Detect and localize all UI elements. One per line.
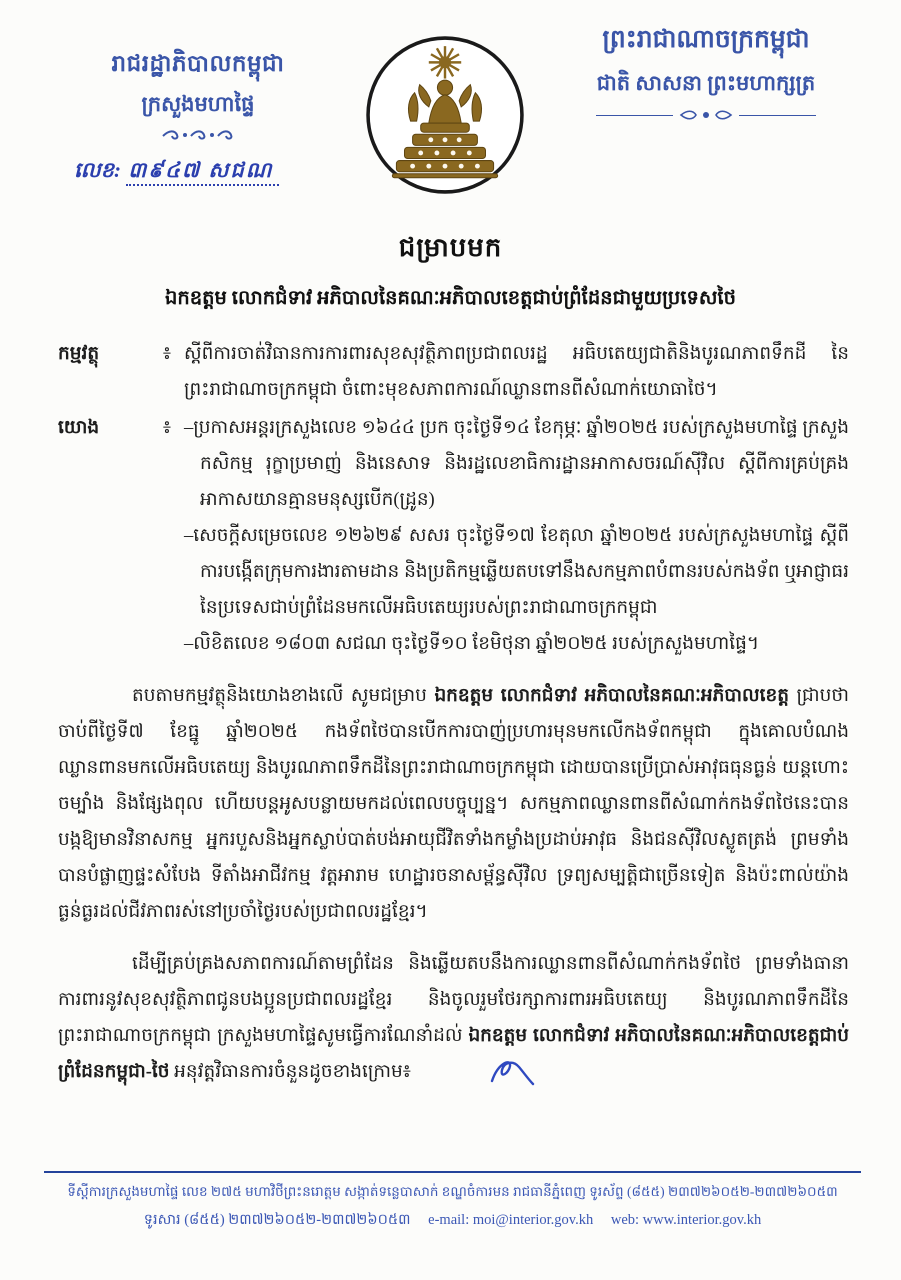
body-paragraph-2 bbox=[58, 946, 849, 1100]
references-list bbox=[184, 410, 849, 662]
subject-row bbox=[58, 336, 849, 408]
reference-text: សេចក្តីសម្រេចលេខ ១២៦២៩ សសរ ចុះថ្ងៃទី១៧ ខែតុលា ឆ្នាំ២០២៥ របស់ក្រសួងមហាផ្ទៃ ស្តីពីការបង្កើតក្រុមការងារតាមដាន និងប្រតិកម្មឆ្លើយតបទៅនឹងសកម្មភាពបំពានរបស់កងទ័ព ឬអាជ្ញាធរនៃប្រទេសជាប់ព្រំដែនមកលើអធិបតេយ្យរបស់ព្រះរាជាណាចក្រកម្ពុជា bbox=[193, 526, 849, 618]
kingdom-line: ព្រះរាជាណាចក្រកម្ពុជា bbox=[602, 26, 810, 53]
royal-government-line: រាជរដ្ឋាភិបាលកម្ពុជា bbox=[111, 51, 285, 76]
document-number bbox=[48, 157, 348, 188]
letterhead bbox=[0, 0, 901, 201]
reference-text: ប្រកាសអន្តរក្រសួងលេខ ១៦៤៤ ប្រក ចុះថ្ងៃទី១៤ ខែកុម្ភៈ ឆ្នាំ២០២៥ របស់ក្រសួងមហាផ្ទៃ ក្រសួងកសិកម្ម រុក្ខាប្រមាញ់ និងនេសាទ និងរដ្ឋលេខាធិការដ្ឋានអាកាសចរណ៍ស៊ីវិល ស្តីពីការគ្រប់គ្រងអាកាសយានគ្មានមនុស្សបើក(ដ្រូន) bbox=[193, 418, 849, 510]
reference-item bbox=[184, 410, 849, 518]
blue-ink-paraph-icon bbox=[415, 1057, 535, 1100]
recipient-line: ឯកឧត្តម លោកជំទាវ អភិបាលនៃគណៈអភិបាលខេត្តជាប់ព្រំដែនជាមួយប្រទេសថៃ bbox=[165, 288, 736, 309]
reference-item bbox=[184, 518, 849, 626]
addressee-emphasis: ឯកឧត្តម លោកជំទាវ អភិបាលនៃគណៈអភិបាលខេត្តជាប់ព្រំដែនកម្ពុជា-ថៃ bbox=[58, 1026, 850, 1082]
footer-fax: ទូរសារ (៨៥៥) ២៣៧២៦០៥២-២៣៧២៦០៥៣ bbox=[143, 1212, 411, 1228]
scroll-flourish-icon bbox=[48, 128, 348, 147]
letter-body bbox=[0, 314, 901, 1100]
paragraph-text: អនុវត្តវិធានការចំនួនដូចខាងក្រោម៖ bbox=[169, 1062, 411, 1082]
letterhead-footer bbox=[44, 1171, 861, 1232]
addressee-emphasis: ឯកឧត្តម លោកជំទាវ អភិបាលនៃគណៈអភិបាលខេត្ត bbox=[434, 686, 789, 706]
footer-contact-line bbox=[44, 1211, 861, 1232]
motto-line: ជាតិ សាសនា ព្រះមហាក្សត្រ bbox=[596, 71, 816, 95]
dash-bullet: – bbox=[184, 526, 194, 546]
document-title: ជម្រាបមក bbox=[398, 233, 503, 262]
body-paragraph-1 bbox=[58, 678, 849, 930]
paragraph-text: ដើម្បីគ្រប់គ្រងសភាពការណ៍តាមព្រំដែន និងឆ្លើយតបនឹងការឈ្លានពានពីសំណាក់កងទ័ពថៃ ព្រមទាំងធានាការពារនូវសុខសុវត្ថិភាពជូនបងប្អូនប្រជាពលរដ្ឋខ្មែរ និងចូលរួមថែរក្សាការពារអធិបតេយ្យ និងបូរណភាពទឹកដីនៃព្រះរាជាណាចក្រកម្ពុជា ក្រសួងមហាផ្ទៃសូមធ្វើការណែនាំដល់ bbox=[58, 954, 849, 1046]
royal-seal-emblem-icon bbox=[364, 34, 526, 201]
paragraph-text: តបតាមកម្មវត្ថុនិងយោងខាងលើ សូមជម្រាប bbox=[132, 686, 435, 706]
footer-address-line: ទីស្តីការក្រសួងមហាផ្ទៃ លេខ ២៧៥ មហាវិថីព្រះនរោត្តម សង្កាត់ទន្លេបាសាក់ ខណ្ឌចំការមន រាជធានីភ្នំពេញ ទូរស័ព្ទ (៨៥៥) ២៣៧២៦០៥២-២៣៧២៦០៥៣ bbox=[67, 1184, 838, 1199]
references-row bbox=[58, 410, 849, 662]
reference-item bbox=[184, 626, 849, 662]
reference-text: លិខិតលេខ ១៨០៣ សជណ ចុះថ្ងៃទី១០ ខែមិថុនា ឆ្នាំ២០២៥ របស់ក្រសួងមហាផ្ទៃ។ bbox=[193, 634, 760, 654]
dash-bullet: – bbox=[184, 418, 194, 438]
subject-label: កម្មវត្ថុ bbox=[58, 344, 100, 364]
letterhead-left bbox=[48, 22, 348, 188]
footer-email-label: e-mail: bbox=[428, 1212, 470, 1228]
scroll-divider-icon bbox=[596, 109, 816, 121]
handwritten-number: ៣៩៤៧ សជណ bbox=[126, 158, 279, 186]
subject-colon: ៖ bbox=[162, 344, 172, 364]
number-label: លេខ: bbox=[74, 158, 121, 182]
ministry-name-line: ក្រសួងមហាផ្ទៃ bbox=[141, 92, 255, 116]
dash-bullet: – bbox=[184, 634, 194, 654]
paragraph-text: ជ្រាបថា ចាប់ពីថ្ងៃទី៧ ខែធ្នូ ឆ្នាំ២០២៥ កងទ័ពថៃបានបើកការបាញ់ប្រហារមុនមកលើកងទ័ពកម្ពុជា ក្នុងគោលបំណងឈ្លានពានមកលើអធិបតេយ្យ និងបូរណភាពទឹកដីនៃព្រះរាជាណាចក្រកម្ពុជា ដោយបានប្រើប្រាស់អាវុធធុនធ្ងន់ យន្តហោះចម្បាំង និងផ្សែងពុល ហើយបន្តអូសបន្លាយមកដល់ពេលបច្ចុប្បន្ន។ សកម្មភាពឈ្លានពានពីសំណាក់កងទ័ពថៃនេះបានបង្កឱ្យមានវិនាសកម្ម អ្នករបួសនិងអ្នកស្លាប់បាត់បង់អាយុជីវិតទាំងកម្លាំងប្រដាប់អាវុធ និងជនស៊ីវិលស្លូតត្រង់ ព្រមទាំងបានបំផ្លាញផ្ទះសំបែង ទីតាំងអាជីវកម្ម វត្តអារាម ហេដ្ឋារចនាសម្ព័ន្ធស៊ីវិល ទ្រព្យសម្បត្តិជាច្រើនទៀត និងប៉ះពាល់យ៉ាងធ្ងន់ធ្ងរដល់ជីវភាពរស់នៅប្រចាំថ្ងៃរបស់ប្រជាពលរដ្ឋខ្មែរ។ bbox=[58, 686, 849, 922]
footer-web: www.interior.gov.kh bbox=[642, 1212, 762, 1228]
references-label: យោង bbox=[58, 418, 100, 438]
references-colon: ៖ bbox=[162, 418, 172, 438]
footer-email: moi@interior.gov.kh bbox=[472, 1212, 594, 1228]
subject-text: ស្តីពីការចាត់វិធានការការពារសុខសុវត្ថិភាពប្រជាពលរដ្ឋ អធិបតេយ្យជាតិនិងបូរណភាពទឹកដី នៃព្រះរាជាណាចក្រកម្ពុជា ចំពោះមុខសភាពការណ៍ឈ្លានពានពីសំណាក់យោធាថៃ។ bbox=[184, 344, 849, 400]
letterhead-right bbox=[541, 22, 871, 121]
letterhead-center bbox=[350, 22, 540, 201]
footer-web-label: web: bbox=[610, 1212, 640, 1228]
